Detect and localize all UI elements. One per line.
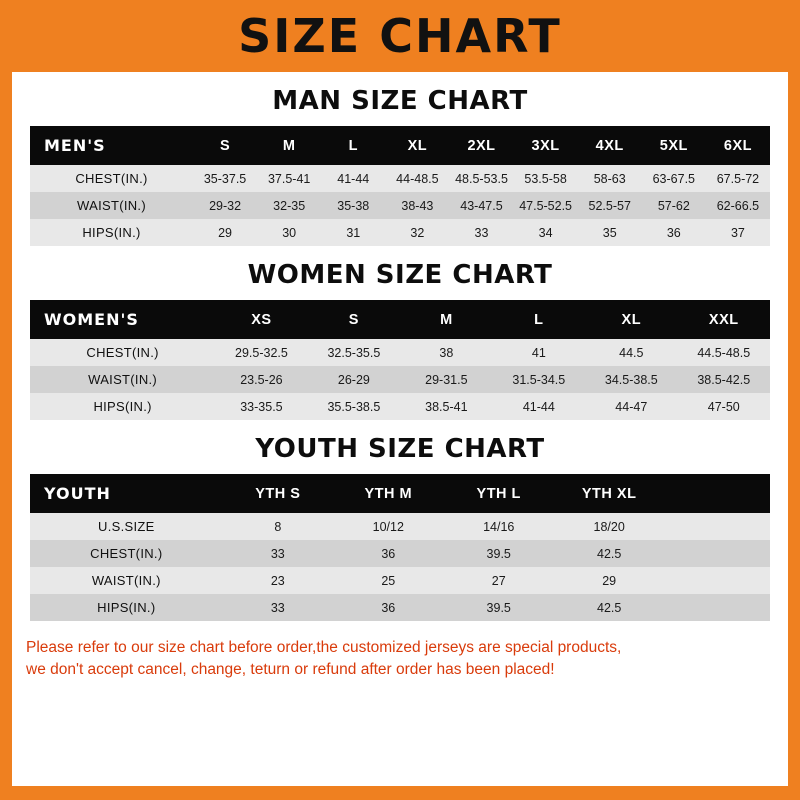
order-policy-line-1: Please refer to our size chart before order,the customized jerseys are special products, (26, 639, 622, 656)
youth-row-label-ussize: U.S.SIZE (98, 519, 155, 534)
table-header-row (30, 474, 770, 513)
table-cell: 23 (270, 573, 285, 588)
women-row-label-waist: WAIST(IN.) (88, 372, 158, 387)
youth-col-l: YTH L (444, 474, 554, 513)
women-row-label-hips: HIPS(IN.) (93, 399, 152, 414)
table-cell: 33-35.5 (240, 399, 283, 414)
table-row (30, 594, 770, 621)
table-row (30, 366, 770, 393)
men-col-6xl: 6XL (706, 126, 770, 165)
women-col-xxl: XXL (678, 300, 770, 339)
table-cell: 38 (439, 345, 454, 360)
men-col-s: S (193, 126, 257, 165)
table-cell: 33 (474, 225, 489, 240)
men-size-section (12, 86, 788, 246)
table-row (30, 567, 770, 594)
men-row-label-hips: HIPS(IN.) (82, 225, 141, 240)
table-cell: 35-38 (337, 198, 370, 213)
table-cell: 27 (491, 573, 506, 588)
table-row (30, 540, 770, 567)
youth-row-label-hips: HIPS(IN.) (97, 600, 156, 615)
order-policy-note (26, 637, 774, 682)
table-cell: 25 (381, 573, 396, 588)
table-cell: 31.5-34.5 (512, 372, 566, 387)
men-col-xl: XL (385, 126, 449, 165)
table-cell: 26-29 (337, 372, 370, 387)
women-section-title: WOMEN SIZE CHART (247, 260, 553, 290)
table-cell: 36 (381, 600, 396, 615)
table-cell: 42.5 (597, 600, 622, 615)
youth-col-xl: YTH XL (554, 474, 664, 513)
table-cell-empty (664, 594, 770, 621)
table-cell: 29 (218, 225, 232, 240)
women-header-corner: WOMEN'S (30, 300, 215, 339)
table-cell: 39.5 (486, 546, 511, 561)
youth-col-m: YTH M (333, 474, 443, 513)
table-cell: 38.5-41 (425, 399, 468, 414)
table-cell-empty (664, 513, 770, 540)
table-cell: 32-35 (273, 198, 306, 213)
table-header-row (30, 126, 770, 165)
women-col-xl: XL (585, 300, 677, 339)
table-cell: 63-67.5 (652, 171, 696, 186)
table-cell: 31 (346, 225, 361, 240)
table-cell: 10/12 (372, 519, 404, 534)
women-table-body (30, 339, 770, 420)
table-cell: 43-47.5 (460, 198, 503, 213)
table-header-row (30, 300, 770, 339)
youth-table-header (30, 474, 770, 513)
youth-col-s: YTH S (223, 474, 333, 513)
table-cell: 38-43 (401, 198, 434, 213)
table-cell: 42.5 (597, 546, 622, 561)
youth-table-body (30, 513, 770, 621)
men-col-2xl: 2XL (449, 126, 513, 165)
table-cell: 18/20 (593, 519, 625, 534)
table-cell: 44.5-48.5 (697, 345, 751, 360)
table-cell: 14/16 (483, 519, 515, 534)
table-cell: 37 (730, 225, 745, 240)
women-col-xs: XS (215, 300, 307, 339)
men-col-5xl: 5XL (642, 126, 706, 165)
men-col-l: L (321, 126, 385, 165)
men-table-body (30, 165, 770, 246)
women-col-m: M (400, 300, 492, 339)
table-cell: 67.5-72 (716, 171, 760, 186)
order-policy-line-2: we don't accept cancel, change, teturn or refund after order has been placed! (26, 661, 555, 679)
men-size-table (30, 126, 770, 246)
table-cell: 47-50 (707, 399, 740, 414)
table-cell: 29-32 (209, 198, 242, 213)
youth-row-label-waist: WAIST(IN.) (91, 573, 161, 588)
table-cell: 35-37.5 (203, 171, 247, 186)
women-col-l: L (493, 300, 585, 339)
men-col-m: M (257, 126, 321, 165)
table-row (30, 513, 770, 540)
table-cell: 32.5-35.5 (327, 345, 381, 360)
footer-band (0, 786, 800, 800)
table-cell: 41 (531, 345, 546, 360)
table-cell: 37.5-41 (267, 171, 311, 186)
table-cell: 35.5-38.5 (327, 399, 381, 414)
table-cell: 8 (274, 519, 282, 534)
table-row (30, 393, 770, 420)
table-cell: 41-44 (337, 171, 370, 186)
table-cell: 29-31.5 (425, 372, 468, 387)
table-row (30, 192, 770, 219)
table-cell: 48.5-53.5 (455, 171, 508, 186)
table-cell: 44-47 (615, 399, 648, 414)
table-cell: 38.5-42.5 (697, 372, 751, 387)
table-cell: 41-44 (522, 399, 555, 414)
header-band (0, 0, 800, 72)
table-cell: 32 (410, 225, 425, 240)
table-cell: 29.5-32.5 (235, 345, 288, 360)
youth-size-table (30, 474, 770, 621)
table-cell: 53.5-58 (524, 171, 567, 186)
table-cell: 34 (538, 225, 553, 240)
table-cell: 30 (282, 225, 297, 240)
table-cell: 44-48.5 (396, 171, 439, 186)
youth-header-corner: YOUTH (30, 474, 223, 513)
table-cell: 44.5 (619, 345, 644, 360)
table-cell: 52.5-57 (588, 198, 631, 213)
youth-size-section (12, 434, 788, 621)
table-cell: 47.5-52.5 (519, 198, 573, 213)
women-row-label-chest: CHEST(IN.) (86, 345, 159, 360)
table-cell: 29 (602, 573, 617, 588)
table-cell: 33 (270, 546, 285, 561)
youth-row-label-chest: CHEST(IN.) (90, 546, 163, 561)
men-header-corner: MEN'S (30, 126, 193, 165)
table-cell-empty (664, 567, 770, 594)
women-table-header (30, 300, 770, 339)
page-title: SIZE CHART (238, 9, 562, 63)
table-row (30, 339, 770, 366)
table-cell: 62-66.5 (716, 198, 760, 213)
table-cell: 33 (270, 600, 285, 615)
table-cell: 35 (602, 225, 617, 240)
table-row (30, 219, 770, 246)
table-cell: 39.5 (486, 600, 511, 615)
women-size-table (30, 300, 770, 420)
table-cell: 36 (381, 546, 396, 561)
men-section-title: MAN SIZE CHART (272, 86, 528, 116)
table-row (30, 165, 770, 192)
men-col-3xl: 3XL (514, 126, 578, 165)
youth-col-spacer (664, 474, 770, 513)
men-row-label-chest: CHEST(IN.) (75, 171, 148, 186)
men-row-label-waist: WAIST(IN.) (77, 198, 146, 213)
table-cell: 34.5-38.5 (604, 372, 658, 387)
table-cell: 36 (666, 225, 681, 240)
youth-section-title: YOUTH SIZE CHART (255, 434, 545, 464)
women-size-section (12, 260, 788, 420)
table-cell: 57-62 (657, 198, 690, 213)
table-cell: 58-63 (593, 171, 626, 186)
men-col-4xl: 4XL (578, 126, 642, 165)
men-table-header (30, 126, 770, 165)
table-cell: 23.5-26 (240, 372, 283, 387)
women-col-s: S (308, 300, 400, 339)
table-cell-empty (664, 540, 770, 567)
